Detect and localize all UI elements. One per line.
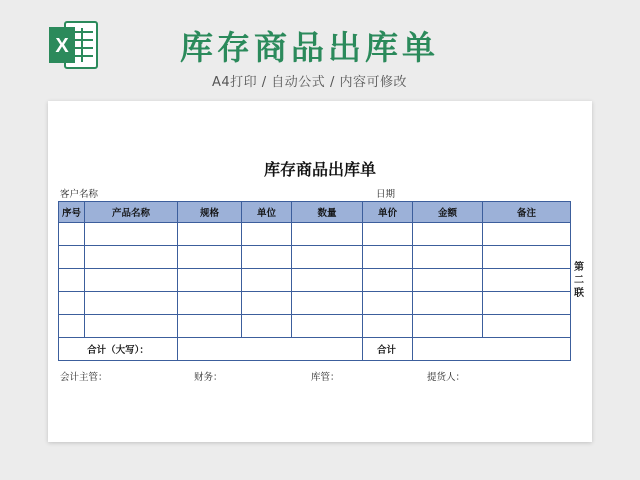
document-sheet	[48, 101, 592, 442]
table-cell[interactable]	[363, 292, 413, 315]
receiver-label: 提货人：	[427, 372, 466, 383]
table-cell[interactable]	[85, 315, 178, 338]
table-cell[interactable]	[85, 246, 178, 269]
column-header: 单价	[363, 202, 413, 223]
table-row	[59, 269, 571, 292]
table-cell[interactable]	[59, 292, 85, 315]
table-cell[interactable]	[363, 246, 413, 269]
table-cell[interactable]	[178, 292, 242, 315]
table-cell[interactable]	[363, 269, 413, 292]
table-cell[interactable]	[242, 269, 292, 292]
table-cell[interactable]	[483, 292, 571, 315]
table-cell[interactable]	[59, 246, 85, 269]
table-cell[interactable]	[413, 292, 483, 315]
table-cell[interactable]	[59, 269, 85, 292]
table-cell[interactable]	[59, 315, 85, 338]
table-cell[interactable]	[292, 246, 363, 269]
outbound-table	[58, 201, 571, 361]
table-cell[interactable]	[242, 246, 292, 269]
total-uppercase-label: 合计（大写）：	[59, 338, 178, 361]
table-cell[interactable]	[292, 315, 363, 338]
table-row	[59, 246, 571, 269]
table-cell[interactable]	[242, 223, 292, 246]
table-cell[interactable]	[363, 223, 413, 246]
finance-label: 财务：	[194, 372, 223, 383]
table-cell[interactable]	[483, 246, 571, 269]
table-cell[interactable]	[292, 292, 363, 315]
table-cell[interactable]	[178, 246, 242, 269]
table-cell[interactable]	[483, 315, 571, 338]
column-header: 产品名称	[85, 202, 178, 223]
copy-number-char: 第	[574, 262, 584, 273]
table-cell[interactable]	[413, 269, 483, 292]
excel-logo-icon	[47, 18, 99, 72]
copy-number-char: 联	[574, 288, 584, 299]
customer-name-label: 客户名称	[60, 189, 99, 200]
table-cell[interactable]	[413, 223, 483, 246]
excel-logo-letter: X	[55, 35, 69, 57]
table-cell[interactable]	[242, 292, 292, 315]
table-cell[interactable]	[292, 269, 363, 292]
table-cell[interactable]	[85, 223, 178, 246]
table-cell[interactable]	[413, 315, 483, 338]
page-subtitle: A4打印 / 自动公式 / 内容可修改	[212, 75, 407, 90]
table-row	[59, 292, 571, 315]
table-cell[interactable]	[483, 269, 571, 292]
column-header: 数量	[292, 202, 363, 223]
total-label: 合计	[363, 338, 413, 361]
table-cell[interactable]	[59, 223, 85, 246]
table-cell[interactable]	[85, 292, 178, 315]
table-cell[interactable]	[242, 315, 292, 338]
copy-number-char: 二	[574, 275, 584, 286]
total-uppercase-cell[interactable]	[178, 338, 363, 361]
table-header-row	[59, 202, 571, 223]
document-title: 库存商品出库单	[263, 160, 376, 179]
table-row	[59, 223, 571, 246]
table-row	[59, 315, 571, 338]
column-header: 金额	[413, 202, 483, 223]
table-cell[interactable]	[178, 269, 242, 292]
column-header: 序号	[59, 202, 85, 223]
table-cell[interactable]	[292, 223, 363, 246]
column-header: 规格	[178, 202, 242, 223]
accountant-label: 会计主管：	[60, 372, 108, 383]
total-amount-cell[interactable]	[413, 338, 571, 361]
table-cell[interactable]	[85, 269, 178, 292]
table-cell[interactable]	[178, 223, 242, 246]
table-cell[interactable]	[363, 315, 413, 338]
table-cell[interactable]	[178, 315, 242, 338]
page-title: 库存商品出库单	[180, 28, 439, 67]
table-cell[interactable]	[483, 223, 571, 246]
copy-number-label	[572, 261, 586, 300]
total-row	[59, 338, 571, 361]
column-header: 单位	[242, 202, 292, 223]
warehouse-label: 库管：	[311, 372, 340, 383]
date-label: 日期	[376, 189, 396, 200]
table-cell[interactable]	[413, 246, 483, 269]
column-header: 备注	[483, 202, 571, 223]
